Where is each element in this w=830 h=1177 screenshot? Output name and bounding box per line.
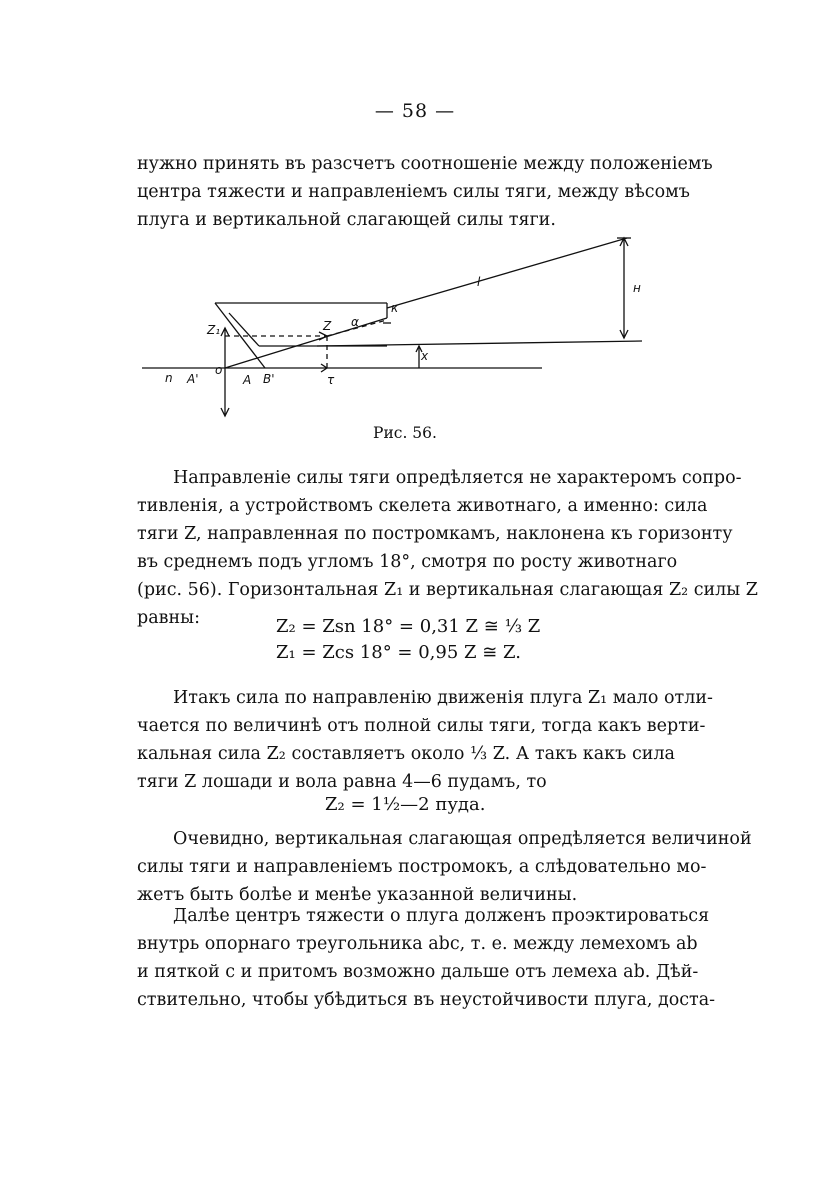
furrow-line [317, 341, 642, 346]
text-line: (рис. 56). Горизонтальная Z₁ и вертикальная слагающая Z₂ силы Z [137, 580, 758, 600]
text-line: и пяткой с и притомъ возможно дальше отъ лемеха ab. Дѣй- [137, 962, 699, 982]
figure-56-diagram [137, 228, 657, 428]
paragraph-direction [137, 464, 758, 632]
label-a: A [243, 373, 252, 387]
traction-line-upper [387, 238, 627, 308]
label-tau: τ [327, 373, 335, 387]
paragraph-center-of-gravity [137, 902, 716, 1014]
label-x: x [421, 349, 429, 363]
page-number: — 58 — [374, 100, 456, 122]
text-line: Итакъ сила по направленію движенія плуга Z₁ мало отли- [173, 688, 713, 708]
paragraph-intro [137, 150, 713, 234]
label-n: n [165, 371, 173, 385]
text-line: равны: [137, 608, 200, 628]
text-line: Очевидно, вертикальная слагающая опредѣляется величиной [173, 829, 752, 849]
label-alpha: α [351, 315, 359, 329]
text-line: тяги Z, направленная по постромкамъ, наклонена къ горизонту [137, 524, 733, 544]
text-line: ствительно, чтобы убѣдиться въ неустойчивости плуга, доста- [137, 990, 716, 1010]
text-line: жетъ быть болѣе и менѣе указанной величины. [137, 885, 578, 905]
formula-z2: Z₂ = Zsn 18° = 0,31 Z ≅ ⅓ Z [276, 616, 541, 637]
label-o: о [215, 363, 223, 377]
text-line: центра тяжести и направленіемъ силы тяги, между вѣсомъ [137, 182, 690, 202]
label-l: l [477, 275, 481, 289]
figure-caption: Рис. 56. [373, 424, 437, 442]
label-z: Z [323, 319, 332, 333]
formula-z1: Z₁ = Zcs 18° = 0,95 Z ≅ Z. [276, 642, 521, 663]
label-h: н [633, 281, 641, 295]
text-line: въ среднемъ подъ угломъ 18°, смотря по росту животнаго [137, 552, 678, 572]
text-line: Далѣе центръ тяжести о плуга долженъ проэктироваться [173, 906, 710, 926]
z1-arrow [319, 332, 327, 340]
text-line: тивленія, а устройствомъ скелета животнаго, а именно: сила [137, 496, 708, 516]
text-line: тяги Z лошади и вола равна 4—6 пудамъ, то [137, 772, 547, 792]
formula-pood: Z₂ = 1½—2 пуда. [325, 794, 486, 815]
text-line: плуга и вертикальной слагающей силы тяги. [137, 210, 556, 230]
text-line: силы тяги и направленіемъ постромокъ, а слѣдовательно мо- [137, 857, 707, 877]
text-line: кальная сила Z₂ составляетъ около ⅓ Z. А такъ какъ сила [137, 744, 675, 764]
traction-line-lower [225, 318, 387, 368]
label-b-prime: B' [263, 372, 275, 386]
text-line: Направленіе силы тяги опредѣляется не характеромъ сопро- [173, 468, 742, 488]
label-a-prime: A' [187, 372, 199, 386]
text-line: чается по величинѣ отъ полной силы тяги, тогда какъ верти- [137, 716, 706, 736]
label-z1: Z₁ [207, 323, 221, 337]
paragraph-vertical [137, 825, 752, 909]
text-line: нужно принять въ разсчетъ соотношеніе между положеніемъ [137, 154, 713, 174]
paragraph-conclusion [137, 684, 713, 796]
label-k: к [391, 301, 399, 315]
text-line: внутрь опорнаго треугольника abc, т. е. между лемехомъ ab [137, 934, 698, 954]
